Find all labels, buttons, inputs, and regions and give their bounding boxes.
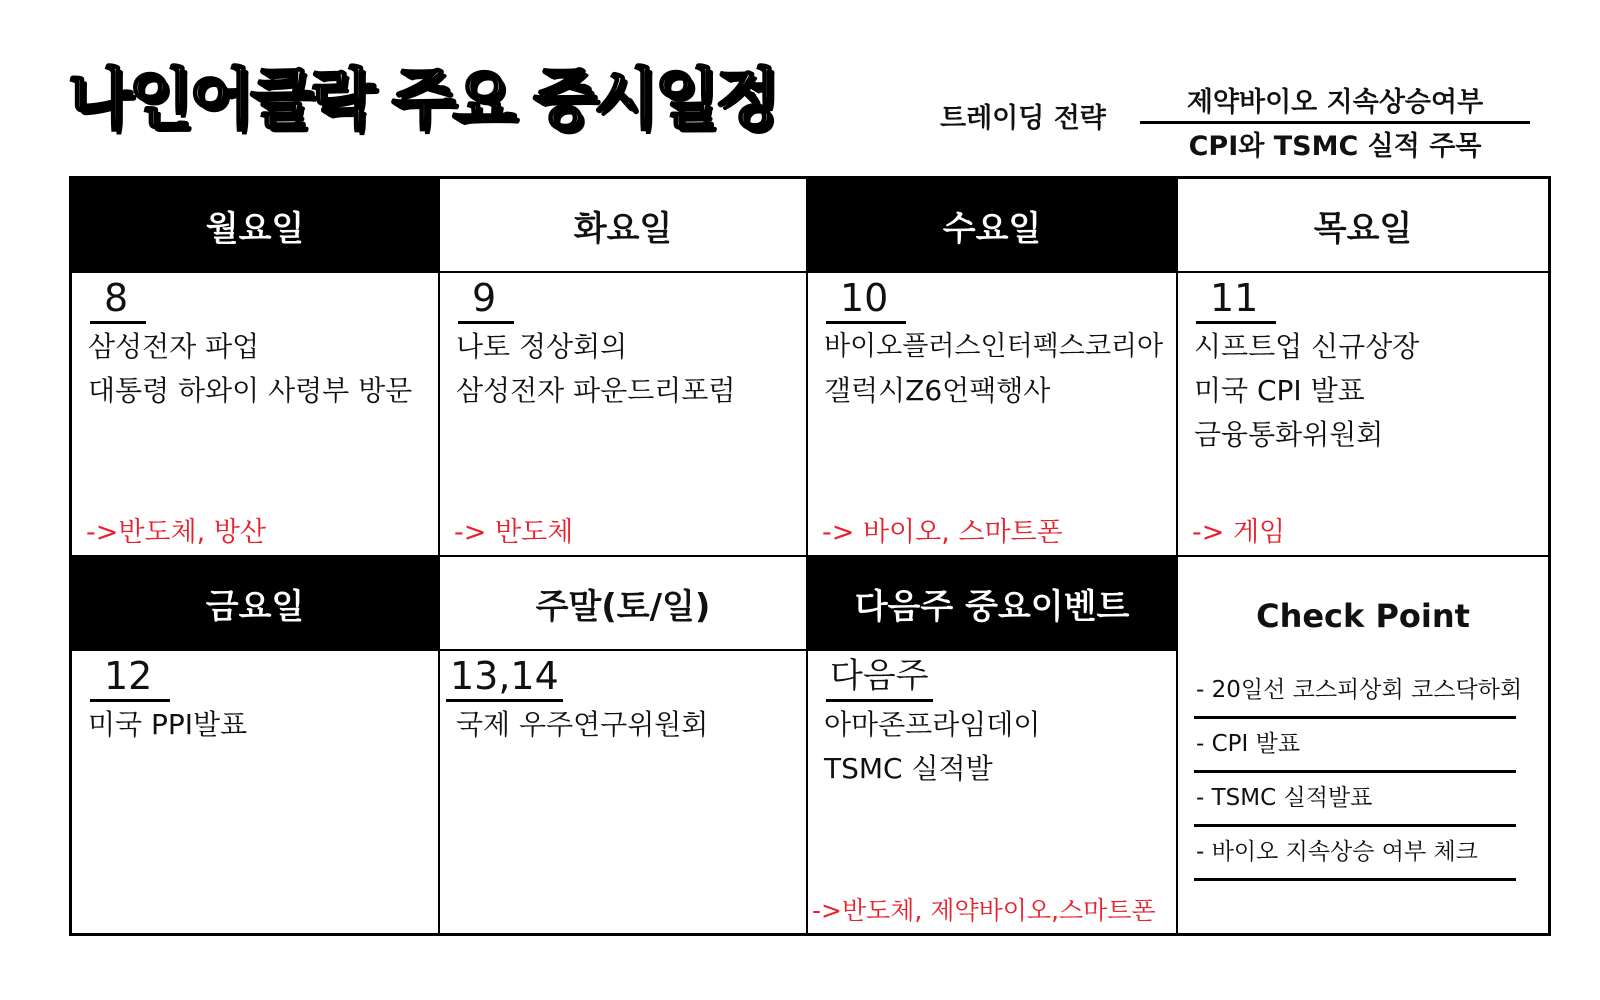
event-item: 아마존프라임데이 xyxy=(824,708,1041,741)
event-list xyxy=(824,703,1172,791)
strategy-bottom-text: CPI와 TSMC 실적 주목 xyxy=(1188,131,1482,162)
sector-note: ->반도체, 제약바이오,스마트폰 xyxy=(812,896,1156,925)
event-item: TSMC 실적발 xyxy=(824,752,993,785)
date-number: 9 xyxy=(458,275,514,324)
header-wednesday: 수요일 xyxy=(808,179,1178,273)
event-item: 삼성전자 파업 xyxy=(88,330,260,363)
page-title: 나인어클락 주요 증시일정 xyxy=(68,61,777,138)
schedule-table xyxy=(69,176,1551,936)
date-number: 10 xyxy=(826,275,906,324)
checkpoint-item: - 바이오 지속상승 여부 체크 xyxy=(1194,827,1516,881)
event-item: 대통령 하와이 사령부 방문 xyxy=(88,374,413,407)
event-item: 미국 PPI발표 xyxy=(88,708,248,741)
checkpoint-list xyxy=(1194,665,1523,881)
checkpoint-item: - TSMC 실적발표 xyxy=(1194,773,1516,827)
event-item: 금융통화위원회 xyxy=(1194,418,1384,451)
strategy-top-text: 제약바이오 지속상승여부 xyxy=(1186,87,1484,118)
event-item: 미국 CPI 발표 xyxy=(1194,374,1365,407)
date-number: 8 xyxy=(90,275,146,324)
event-item: 시프트업 신규상장 xyxy=(1194,330,1420,363)
event-item: 국제 우주연구위원회 xyxy=(456,708,709,741)
header-weekend: 주말(토/일) xyxy=(440,557,808,651)
header-friday: 금요일 xyxy=(72,557,440,651)
cell-next-week xyxy=(808,651,1178,933)
date-number: 13,14 xyxy=(446,653,563,702)
cell-weekend xyxy=(440,651,808,933)
date-number: 12 xyxy=(90,653,170,702)
strategy-label: 트레이딩 전략 xyxy=(940,103,1106,134)
checkpoint-item: - 20일선 코스피상회 코스닥하회 xyxy=(1194,665,1516,719)
cell-monday xyxy=(72,273,440,557)
event-item: 바이오플러스인터펙스코리아 xyxy=(824,331,1164,362)
sector-note: -> 바이오, 스마트폰 xyxy=(822,517,1063,548)
event-item: 갤럭시Z6언팩행사 xyxy=(824,374,1051,407)
event-list xyxy=(1194,325,1544,457)
sector-note: -> 게임 xyxy=(1192,517,1286,548)
cell-tuesday xyxy=(440,273,808,557)
event-list xyxy=(88,703,434,747)
event-list xyxy=(456,703,802,747)
date-number: 11 xyxy=(1196,275,1276,324)
sector-note: -> 반도체 xyxy=(454,517,574,548)
event-list xyxy=(456,325,802,413)
cell-friday xyxy=(72,651,440,933)
event-item: 삼성전자 파운드리포럼 xyxy=(456,374,736,407)
cell-wednesday xyxy=(808,273,1178,557)
event-item: 나토 정상회의 xyxy=(456,330,628,363)
cell-thursday xyxy=(1178,273,1548,557)
header-next-week: 다음주 중요이벤트 xyxy=(808,557,1178,651)
checkpoint-panel xyxy=(1178,557,1548,933)
date-number: 다음주 xyxy=(826,653,933,702)
checkpoint-item: - CPI 발표 xyxy=(1194,719,1516,773)
header-tuesday: 화요일 xyxy=(440,179,808,273)
header-monday: 월요일 xyxy=(72,179,440,273)
event-list xyxy=(824,325,1172,413)
header-thursday: 목요일 xyxy=(1178,179,1548,273)
event-list xyxy=(88,325,434,413)
sector-note: ->반도체, 방산 xyxy=(86,517,266,548)
checkpoint-title: Check Point xyxy=(1256,597,1470,635)
